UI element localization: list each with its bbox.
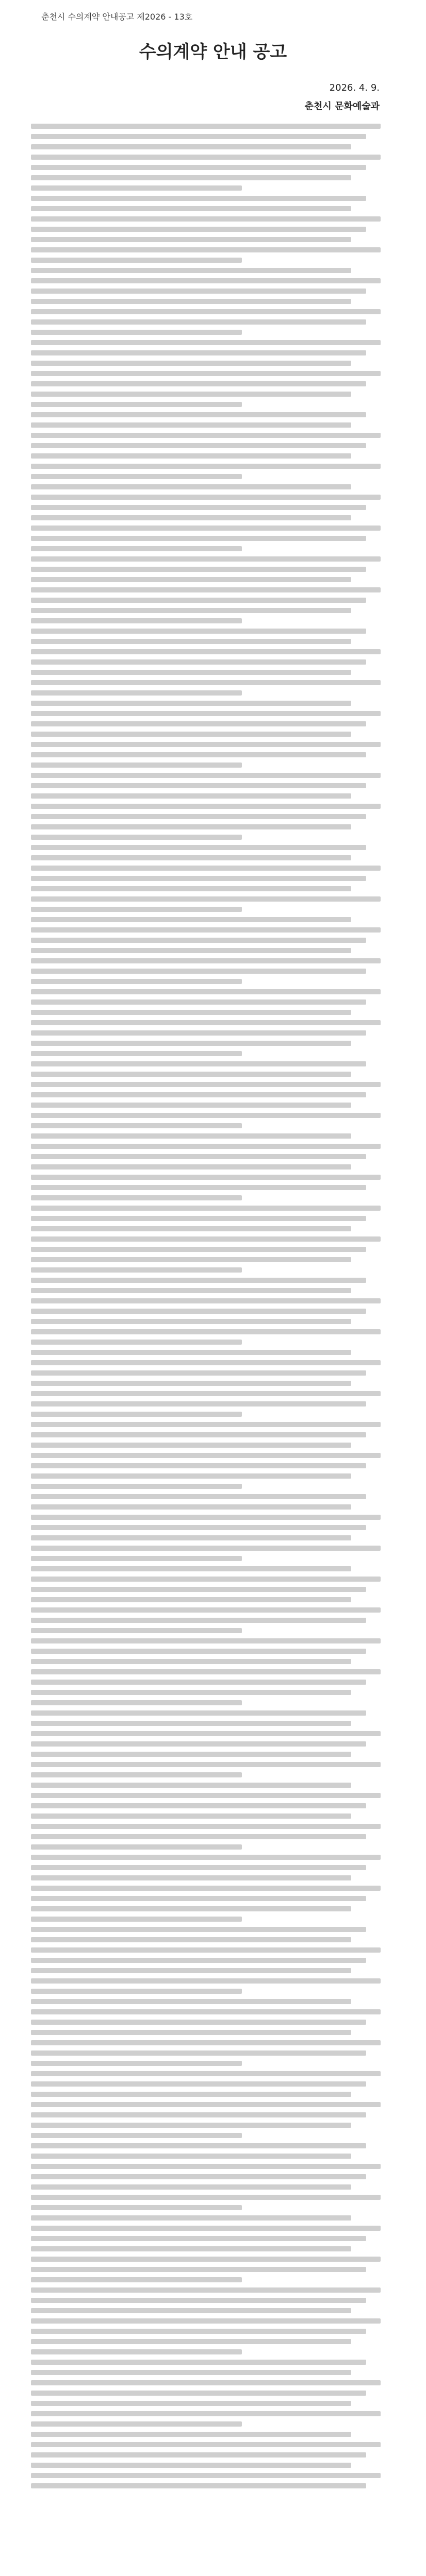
text-line: [31, 2329, 366, 2334]
text-line: [31, 1587, 366, 1592]
text-line: [31, 938, 366, 943]
text-line: [31, 1185, 366, 1190]
text-line: [31, 1927, 366, 1932]
text-line: [31, 608, 351, 613]
text-line: [31, 2154, 351, 2159]
text-line: [31, 1834, 366, 1839]
text-line: [31, 237, 351, 242]
text-line: [31, 1752, 351, 1757]
text-line: [31, 1844, 242, 1850]
text-line: [31, 2112, 366, 2117]
text-line: [31, 1597, 351, 1602]
text-line: [31, 1772, 242, 1777]
text-line: [31, 927, 381, 933]
text-line: [31, 1577, 381, 1582]
text-line: [31, 2133, 242, 2138]
text-line: [31, 618, 242, 623]
text-line: [31, 1257, 351, 1262]
text-line: [31, 1710, 366, 1716]
text-line: [31, 1175, 381, 1180]
text-line: [31, 1329, 381, 1334]
text-line: [31, 1824, 381, 1829]
text-line: [31, 680, 381, 685]
text-line: [31, 670, 351, 675]
text-line: [31, 1350, 351, 1355]
text-line: [31, 1360, 381, 1365]
text-line: [31, 2102, 381, 2107]
text-line: [31, 1762, 381, 1767]
text-line: [31, 536, 366, 541]
text-line: [31, 1443, 351, 1448]
text-line: [31, 701, 351, 706]
text-line: [31, 2463, 351, 2468]
text-line: [31, 505, 366, 510]
text-line: [31, 855, 351, 860]
text-line: [31, 185, 242, 191]
text-line: [31, 1783, 351, 1788]
text-line: [31, 1103, 351, 1108]
text-line: [31, 1020, 381, 1025]
text-line: [31, 1267, 242, 1273]
text-line: [31, 2411, 381, 2416]
text-line: [31, 2473, 381, 2478]
text-line: [31, 1309, 366, 1314]
notice-issuer: 춘천시 문화예술과: [304, 101, 380, 112]
text-line: [31, 402, 242, 407]
text-line: [31, 1978, 381, 1984]
text-line: [31, 1989, 242, 1994]
text-line: [31, 1937, 351, 1942]
text-line: [31, 2123, 351, 2128]
text-line: [31, 546, 242, 551]
text-line: [31, 649, 381, 654]
text-line: [31, 711, 381, 716]
text-line: [31, 1958, 366, 1963]
text-line: [31, 134, 366, 139]
text-line: [31, 835, 242, 840]
text-line: [31, 1607, 381, 1613]
text-line: [31, 1700, 242, 1705]
text-line: [31, 999, 366, 1005]
text-line: [31, 1123, 242, 1128]
text-line: [31, 2349, 242, 2354]
text-line: [31, 1072, 351, 1077]
text-line: [31, 2287, 381, 2293]
text-line: [31, 886, 351, 891]
text-line: [31, 2318, 381, 2324]
text-line: [31, 422, 351, 428]
text-line: [31, 2360, 366, 2365]
text-line: [31, 464, 381, 469]
text-line: [31, 762, 242, 768]
text-line: [31, 1906, 351, 1911]
text-line: [31, 659, 366, 665]
text-line: [31, 2483, 366, 2488]
text-line: [31, 1195, 242, 1200]
text-line: [31, 1030, 366, 1036]
text-line: [31, 979, 242, 984]
text-line: [31, 278, 381, 283]
text-line: [31, 1680, 366, 1685]
text-line: [31, 824, 351, 829]
notice-body: [0, 118, 426, 2494]
text-line: [31, 484, 351, 489]
text-line: [31, 556, 381, 562]
text-line: [31, 948, 351, 953]
text-line: [31, 1649, 366, 1654]
text-line: [31, 1154, 366, 1159]
text-line: [31, 1051, 242, 1056]
text-line: [31, 1721, 351, 1726]
text-line: [31, 1422, 381, 1427]
text-line: [31, 2009, 381, 2014]
text-line: [31, 330, 242, 335]
text-line: [31, 1803, 366, 1808]
text-line: [31, 2061, 242, 2066]
text-line: [31, 1010, 351, 1015]
text-line: [31, 1113, 381, 1118]
text-line: [31, 2164, 381, 2169]
text-line: [31, 2380, 381, 2385]
text-line: [31, 155, 381, 160]
text-line: [31, 896, 381, 902]
text-line: [31, 453, 351, 459]
text-line: [31, 1999, 351, 2004]
text-line: [31, 1319, 351, 1324]
text-line: [31, 196, 366, 201]
text-line: [31, 1473, 351, 1479]
text-line: [31, 907, 242, 912]
notice-date: 2026. 4. 9.: [329, 82, 380, 93]
text-line: [31, 567, 366, 572]
text-line: [31, 1082, 381, 1087]
text-line: [31, 2040, 381, 2045]
text-line: [31, 1731, 381, 1736]
text-line: [31, 2298, 366, 2303]
text-line: [31, 247, 381, 252]
text-line: [31, 1340, 242, 1345]
text-line: [31, 2143, 366, 2148]
text-line: [31, 1896, 366, 1901]
text-line: [31, 2432, 351, 2437]
text-line: [31, 742, 381, 747]
notice-header: [0, 10, 426, 112]
text-line: [31, 1164, 351, 1170]
text-line: [31, 515, 351, 520]
text-line: [31, 2071, 381, 2076]
text-line: [31, 1206, 381, 1211]
text-line: [31, 1515, 381, 1520]
text-line: [31, 793, 351, 799]
text-line: [31, 1236, 381, 1242]
text-line: [31, 1556, 242, 1561]
text-line: [31, 2339, 351, 2344]
text-line: [31, 2257, 381, 2262]
text-line: [31, 2184, 351, 2190]
text-line: [31, 2205, 242, 2210]
text-line: [31, 587, 381, 592]
text-line: [31, 1659, 351, 1664]
text-line: [31, 1793, 381, 1798]
text-line: [31, 2442, 381, 2447]
text-line: [31, 783, 366, 788]
text-line: [31, 2391, 366, 2396]
text-line: [31, 752, 366, 757]
text-line: [31, 732, 351, 737]
text-line: [31, 1216, 366, 1221]
text-line: [31, 526, 381, 531]
text-line: [31, 1061, 366, 1066]
text-line: [31, 1494, 366, 1499]
text-line: [31, 1546, 381, 1551]
text-line: [31, 495, 381, 500]
text-line: [31, 2081, 366, 2087]
text-line: [31, 1525, 366, 1530]
text-line: [31, 381, 366, 386]
text-line: [31, 1391, 381, 1396]
notice-number: 춘천시 수의계약 안내공고 제2026 - 13호: [41, 12, 193, 22]
text-line: [31, 1247, 366, 1252]
text-line: [31, 2308, 351, 2313]
text-line: [31, 361, 351, 366]
text-line: [31, 165, 366, 170]
text-line: [31, 2370, 351, 2375]
text-line: [31, 443, 366, 448]
text-line: [31, 392, 351, 397]
text-line: [31, 577, 351, 582]
text-line: [31, 216, 381, 222]
text-line: [31, 1741, 366, 1747]
text-line: [31, 1638, 381, 1643]
text-line: [31, 206, 351, 211]
text-line: [31, 289, 366, 294]
text-line: [31, 433, 381, 438]
text-line: [31, 1855, 381, 1860]
text-line: [31, 2452, 366, 2458]
text-line: [31, 958, 381, 963]
text-line: [31, 1041, 351, 1046]
text-line: [31, 845, 366, 850]
text-line: [31, 721, 366, 726]
text-line: [31, 989, 381, 994]
text-line: [31, 2267, 366, 2272]
text-line: [31, 124, 381, 129]
text-line: [31, 2030, 351, 2035]
text-line: [31, 598, 366, 603]
text-line: [31, 2195, 381, 2200]
text-line: [31, 1370, 366, 1376]
text-line: [31, 309, 381, 314]
text-line: [31, 2215, 351, 2221]
text-line: [31, 1504, 351, 1510]
text-line: [31, 2174, 366, 2179]
text-line: [31, 2236, 366, 2241]
text-line: [31, 1875, 351, 1880]
text-line: [31, 1917, 242, 1922]
text-line: [31, 1432, 366, 1437]
text-line: [31, 2226, 381, 2231]
text-line: [31, 2246, 351, 2251]
text-line: [31, 814, 366, 819]
text-line: [31, 2092, 351, 2097]
text-line: [31, 412, 366, 417]
text-line: [31, 1886, 381, 1891]
text-line: [31, 1278, 366, 1283]
text-line: [31, 1484, 242, 1489]
text-line: [31, 175, 351, 180]
text-line: [31, 866, 381, 871]
text-line: [31, 2401, 351, 2406]
text-line: [31, 144, 351, 149]
text-line: [31, 1401, 366, 1406]
text-line: [31, 1690, 351, 1695]
text-line: [31, 2277, 242, 2282]
text-line: [31, 876, 366, 881]
text-line: [31, 1288, 351, 1293]
text-line: [31, 1144, 381, 1149]
text-line: [31, 340, 381, 345]
text-line: [31, 804, 381, 809]
text-line: [31, 2050, 366, 2056]
text-line: [31, 629, 366, 634]
text-line: [31, 690, 242, 696]
text-line: [31, 773, 381, 778]
text-line: [31, 1133, 351, 1139]
text-line: [31, 917, 351, 922]
text-line: [31, 268, 351, 273]
text-line: [31, 639, 351, 644]
text-line: [31, 1226, 351, 1231]
text-line: [31, 1453, 381, 1458]
text-line: [31, 299, 351, 304]
text-line: [31, 1298, 381, 1303]
text-line: [31, 258, 242, 263]
text-line: [31, 474, 242, 479]
text-line: [31, 1535, 351, 1540]
text-line: [31, 1968, 351, 1973]
text-line: [31, 350, 366, 355]
text-line: [31, 969, 366, 974]
page-title: 수의계약 안내 공고: [139, 42, 287, 62]
text-line: [31, 1814, 351, 1819]
text-line: [31, 1669, 381, 1674]
text-line: [31, 319, 366, 325]
text-line: [31, 1092, 366, 1097]
text-line: [31, 1618, 366, 1623]
text-line: [31, 227, 366, 232]
text-line: [31, 1463, 366, 1468]
text-line: [31, 1412, 242, 1417]
text-line: [31, 1947, 381, 1953]
text-line: [31, 2421, 242, 2427]
text-line: [31, 1566, 351, 1571]
text-line: [31, 2020, 366, 2025]
text-line: [31, 1628, 242, 1633]
text-line: [31, 371, 381, 376]
text-line: [31, 1865, 366, 1870]
text-line: [31, 1381, 351, 1386]
